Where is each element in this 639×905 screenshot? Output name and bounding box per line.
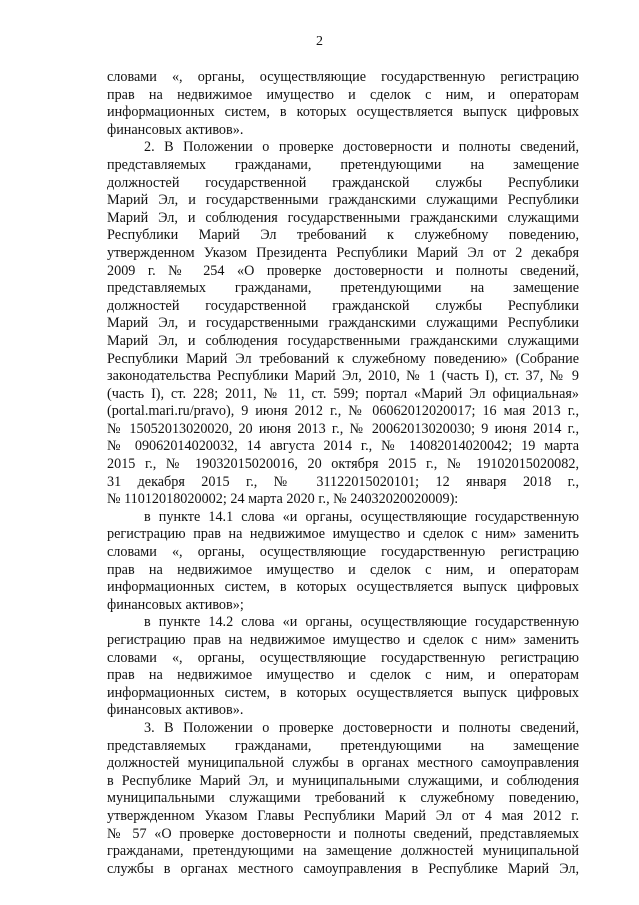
text-line: прав на недвижимое имущество и сделок с ним, и операторам [107,86,579,103]
text-line: 2. В Положении о проверке достоверности и полноты сведений, [144,139,579,156]
text-line: информационных систем, в которых осуществляется выпуск цифровых [107,579,579,596]
text-line: словами «, органы, осуществляющие государственную регистрацию [107,69,579,85]
text-line: Республики Марий Эл требований к служебному поведению» (Собрание [107,350,579,367]
text-line: № 09062014020032, 14 августа 2014 г., № 14082014020042; 19 марта [107,438,579,455]
text-line: законодательства Республики Марий Эл, 2010, № 1 (часть I), ст. 37, № 9 [107,368,579,385]
text-line: финансовых активов». [107,702,244,719]
text-line: № 15052013020020, 20 июня 2013 г., № 20062013020030; 9 июня 2014 г., [107,420,579,437]
text-line: финансовых активов»; [107,596,244,613]
text-line: представляемых гражданами, претендующими на замещение [107,156,579,173]
text-line: утвержденном Указом Президента Республики Марий Эл от 2 декабря [107,244,579,261]
text-line: прав на недвижимое имущество и сделок с ним, и операторам [107,561,579,578]
text-line: должностей государственной гражданской службы Республики [107,174,579,191]
text-line: Марий Эл, и государственными гражданскими служащими Республики [107,315,579,332]
text-line: информационных систем, в которых осуществляется выпуск цифровых [107,104,579,121]
text-line: информационных систем, в которых осуществляется выпуск цифровых [107,684,579,701]
text-line: 2015 г., № 19032015020016, 20 октября 2015 г., № 19102015020082, [107,456,579,473]
text-line: в пункте 14.2 слова «и органы, осуществляющие государственную [144,614,579,631]
text-line: гражданами, претендующими на замещение должностей муниципальной [107,843,579,860]
text-line: представляемых гражданами, претендующими на замещение [107,280,579,297]
text-line: муниципальными служащими требований к служебному поведению, [107,790,579,807]
text-line: 2009 г. № 254 «О проверке достоверности и полноты сведений, [107,262,579,279]
text-line: в пункте 14.1 слова «и органы, осуществляющие государственную [144,508,579,525]
text-line: регистрацию прав на недвижимое имущество и сделок с ним» заменить [107,526,579,543]
text-line: представляемых гражданами, претендующими на замещение [107,737,579,754]
text-line: № 57 «О проверке достоверности и полноты сведений, представляемых [107,825,579,842]
text-line: Марий Эл, и соблюдения государственными гражданскими служащими [107,332,579,349]
text-line: финансовых активов». [107,121,244,138]
text-line: (часть I), ст. 228; 2011, № 11, ст. 599; портал «Марий Эл официальная» [107,385,579,402]
text-line: словами «, органы, осуществляющие государственную регистрацию [107,649,579,666]
text-line: словами «, органы, осуществляющие государственную регистрацию [107,544,579,561]
text-line: утвержденном Указом Главы Республики Марий Эл от 4 мая 2012 г. [107,807,579,824]
page-number: 2 [316,34,323,49]
text-line: Республики Марий Эл требований к служебному поведению, [107,227,579,244]
text-line: службы в органах местного самоуправления в Республике Марий Эл, [107,860,579,877]
text-line: в Республике Марий Эл, и муниципальными служащими, и соблюдения [107,772,579,789]
text-line: № 11012018020002; 24 марта 2020 г., № 24032020020009): [107,491,459,508]
text-line: должностей государственной гражданской службы Республики [107,297,579,314]
text-line: Марий Эл, и государственными гражданскими служащими Республики [107,192,579,209]
text-line: (portal.mari.ru/pravo), 9 июня 2012 г., № 06062012020017; 16 мая 2013 г., [107,403,579,420]
text-line: прав на недвижимое имущество и сделок с ним, и операторам [107,667,579,684]
text-line: регистрацию прав на недвижимое имущество и сделок с ним» заменить [107,632,579,648]
text-line: 3. В Положении о проверке достоверности и полноты сведений, [144,719,579,736]
text-line: 31 декабря 2015 г., № 31122015020101; 12 января 2018 г., [107,473,579,490]
text-line: Марий Эл, и соблюдения государственными гражданскими служащими [107,209,579,226]
document-body [107,69,579,878]
text-line: должностей муниципальной службы в органах местного самоуправления [107,755,579,772]
